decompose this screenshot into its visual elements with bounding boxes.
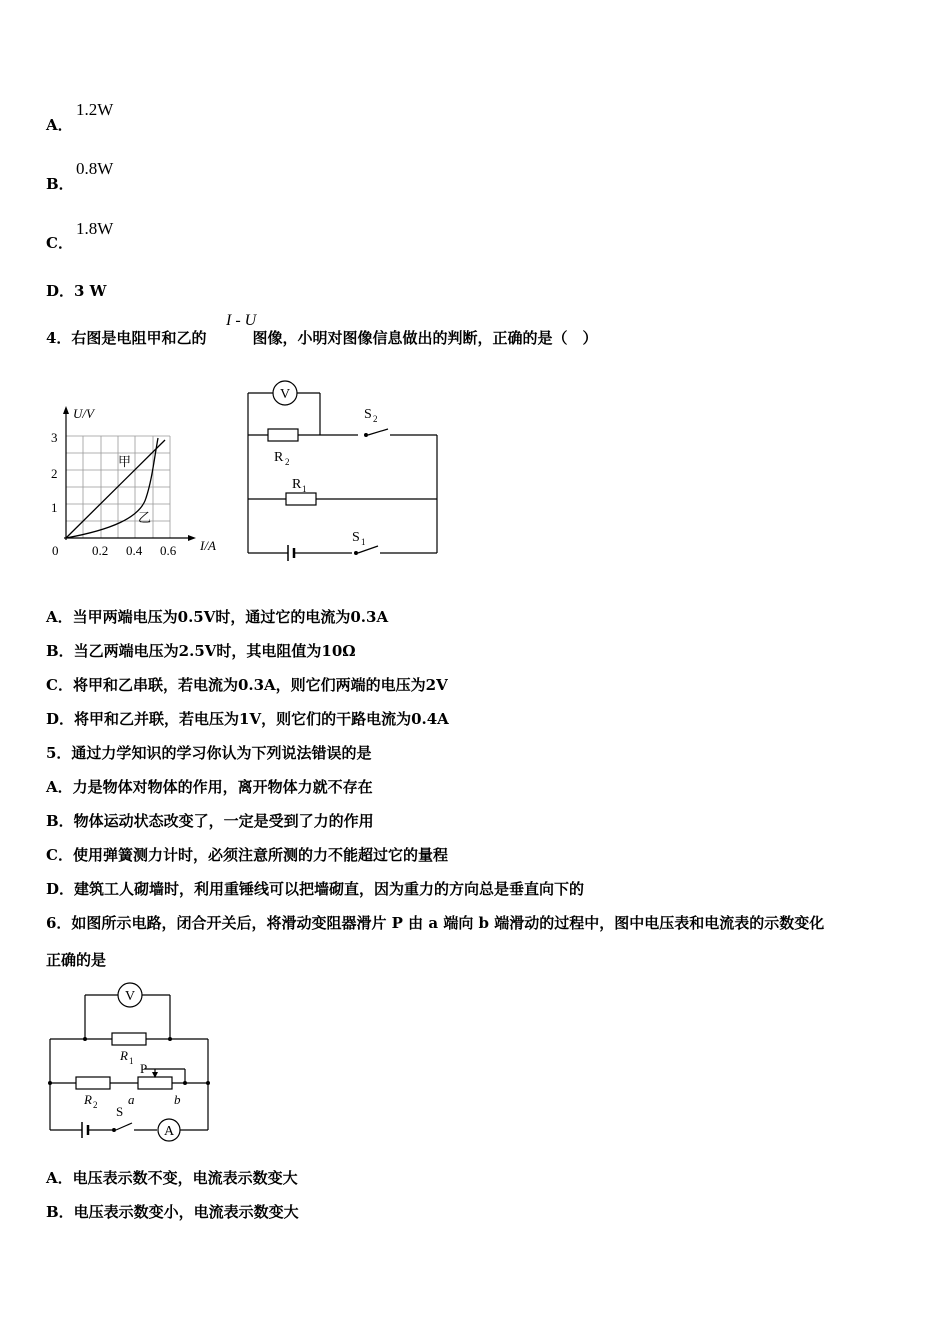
- question-4-stem: [46, 327, 597, 348]
- stem-suffix: 图像，小明对图像信息做出的判断，正确的是（ ）: [252, 329, 598, 347]
- curve-jia-label: 甲: [118, 454, 132, 469]
- iu-graph: [40, 400, 230, 565]
- s1-label: S: [352, 530, 360, 545]
- q4-option-b: B．当乙两端电压为2.5V时，其电阻值为10Ω: [46, 642, 356, 660]
- curve-yi-label: 乙: [138, 510, 152, 525]
- q4-option-c: C．将甲和乙串联，若电流为0.3A，则它们两端的电压为2V: [46, 676, 448, 694]
- y-axis-label: U/V: [73, 406, 94, 421]
- x-tick-06: 0.6: [160, 543, 177, 558]
- stem-prefix: 4．右图是电阻甲和乙的: [46, 329, 207, 347]
- option-label: B．: [46, 175, 74, 193]
- formula-i-u: I - U: [226, 312, 257, 329]
- option-label: A．: [46, 116, 73, 134]
- q4-option-a: A．当甲两端电压为0.5V时，通过它的电流为0.3A: [46, 608, 389, 626]
- q6-option-a: A．电压表示数不变，电流表示数变大: [46, 1169, 298, 1187]
- q5-option-d: D．建筑工人砌墙时，利用重锤线可以把墙砌直，因为重力的方向总是垂直向下的: [46, 880, 585, 898]
- option-c-value: 1.8W: [76, 219, 114, 238]
- option-b-value: 0.8W: [76, 159, 114, 178]
- question-6-stem-line2: 正确的是: [46, 951, 107, 969]
- q6-end-b-label: b: [174, 1092, 181, 1107]
- q6-end-a-label: a: [128, 1092, 135, 1107]
- y-tick-3: 3: [51, 430, 58, 445]
- r2-subscript: 2: [285, 457, 290, 467]
- q5-option-a: A．力是物体对物体的作用，离开物体力就不存在: [46, 778, 373, 796]
- q6-ammeter-label: A: [164, 1124, 175, 1139]
- q4-option-d: D．将甲和乙并联，若电压为1V，则它们的干路电流为0.4A: [46, 710, 449, 728]
- x-axis-label: I/A: [200, 538, 216, 553]
- q6-voltmeter-label: V: [125, 989, 136, 1004]
- y-arrow: [63, 406, 69, 414]
- x-tick-02: 0.2: [92, 543, 109, 558]
- option-b: [46, 173, 74, 194]
- x-tick-04: 0.4: [126, 543, 143, 558]
- q6-r1-label: R: [120, 1048, 128, 1063]
- x-arrow: [188, 535, 196, 541]
- q6-r2-subscript: 2: [93, 1100, 98, 1110]
- y-tick-1: 1: [51, 500, 58, 515]
- voltmeter-label: V: [280, 387, 291, 402]
- option-d: [46, 280, 107, 301]
- q6-switch-label: S: [116, 1104, 124, 1119]
- option-label: C．: [46, 234, 73, 252]
- circuit-q6: [40, 980, 225, 1145]
- circuit-q4: [240, 375, 450, 565]
- q6-r1-subscript: 1: [129, 1056, 134, 1066]
- y-tick-2: 2: [51, 466, 58, 481]
- question-6-stem-line1: 6．如图所示电路，闭合开关后，将滑动变阻器滑片 P 由 a 端向 b 端滑动的过程中，图中电压表和电流表的示数变化: [46, 914, 825, 932]
- q5-option-b: B．物体运动状态改变了，一定是受到了力的作用: [46, 812, 374, 830]
- q6-r2-label: R: [84, 1092, 92, 1107]
- option-a-value: 1.2W: [76, 100, 114, 119]
- s2-subscript: 2: [373, 414, 378, 424]
- question-5-stem: 5．通过力学知识的学习你认为下列说法错误的是: [46, 744, 372, 762]
- option-label: D．: [46, 282, 75, 300]
- r2-label: R: [274, 450, 284, 465]
- r1-subscript: 1: [302, 484, 307, 494]
- option-d-value: 3 W: [74, 282, 107, 300]
- r1-label: R: [292, 477, 302, 492]
- x-tick-0: 0: [52, 543, 59, 558]
- option-c: [46, 232, 73, 253]
- q5-option-c: C．使用弹簧测力计时，必须注意所测的力不能超过它的量程: [46, 846, 448, 864]
- q6-slider-label: P: [140, 1061, 148, 1076]
- s2-label: S: [364, 407, 372, 422]
- q6-option-b: B．电压表示数变小，电流表示数变大: [46, 1203, 299, 1221]
- s1-subscript: 1: [361, 537, 366, 547]
- option-a: [46, 114, 73, 135]
